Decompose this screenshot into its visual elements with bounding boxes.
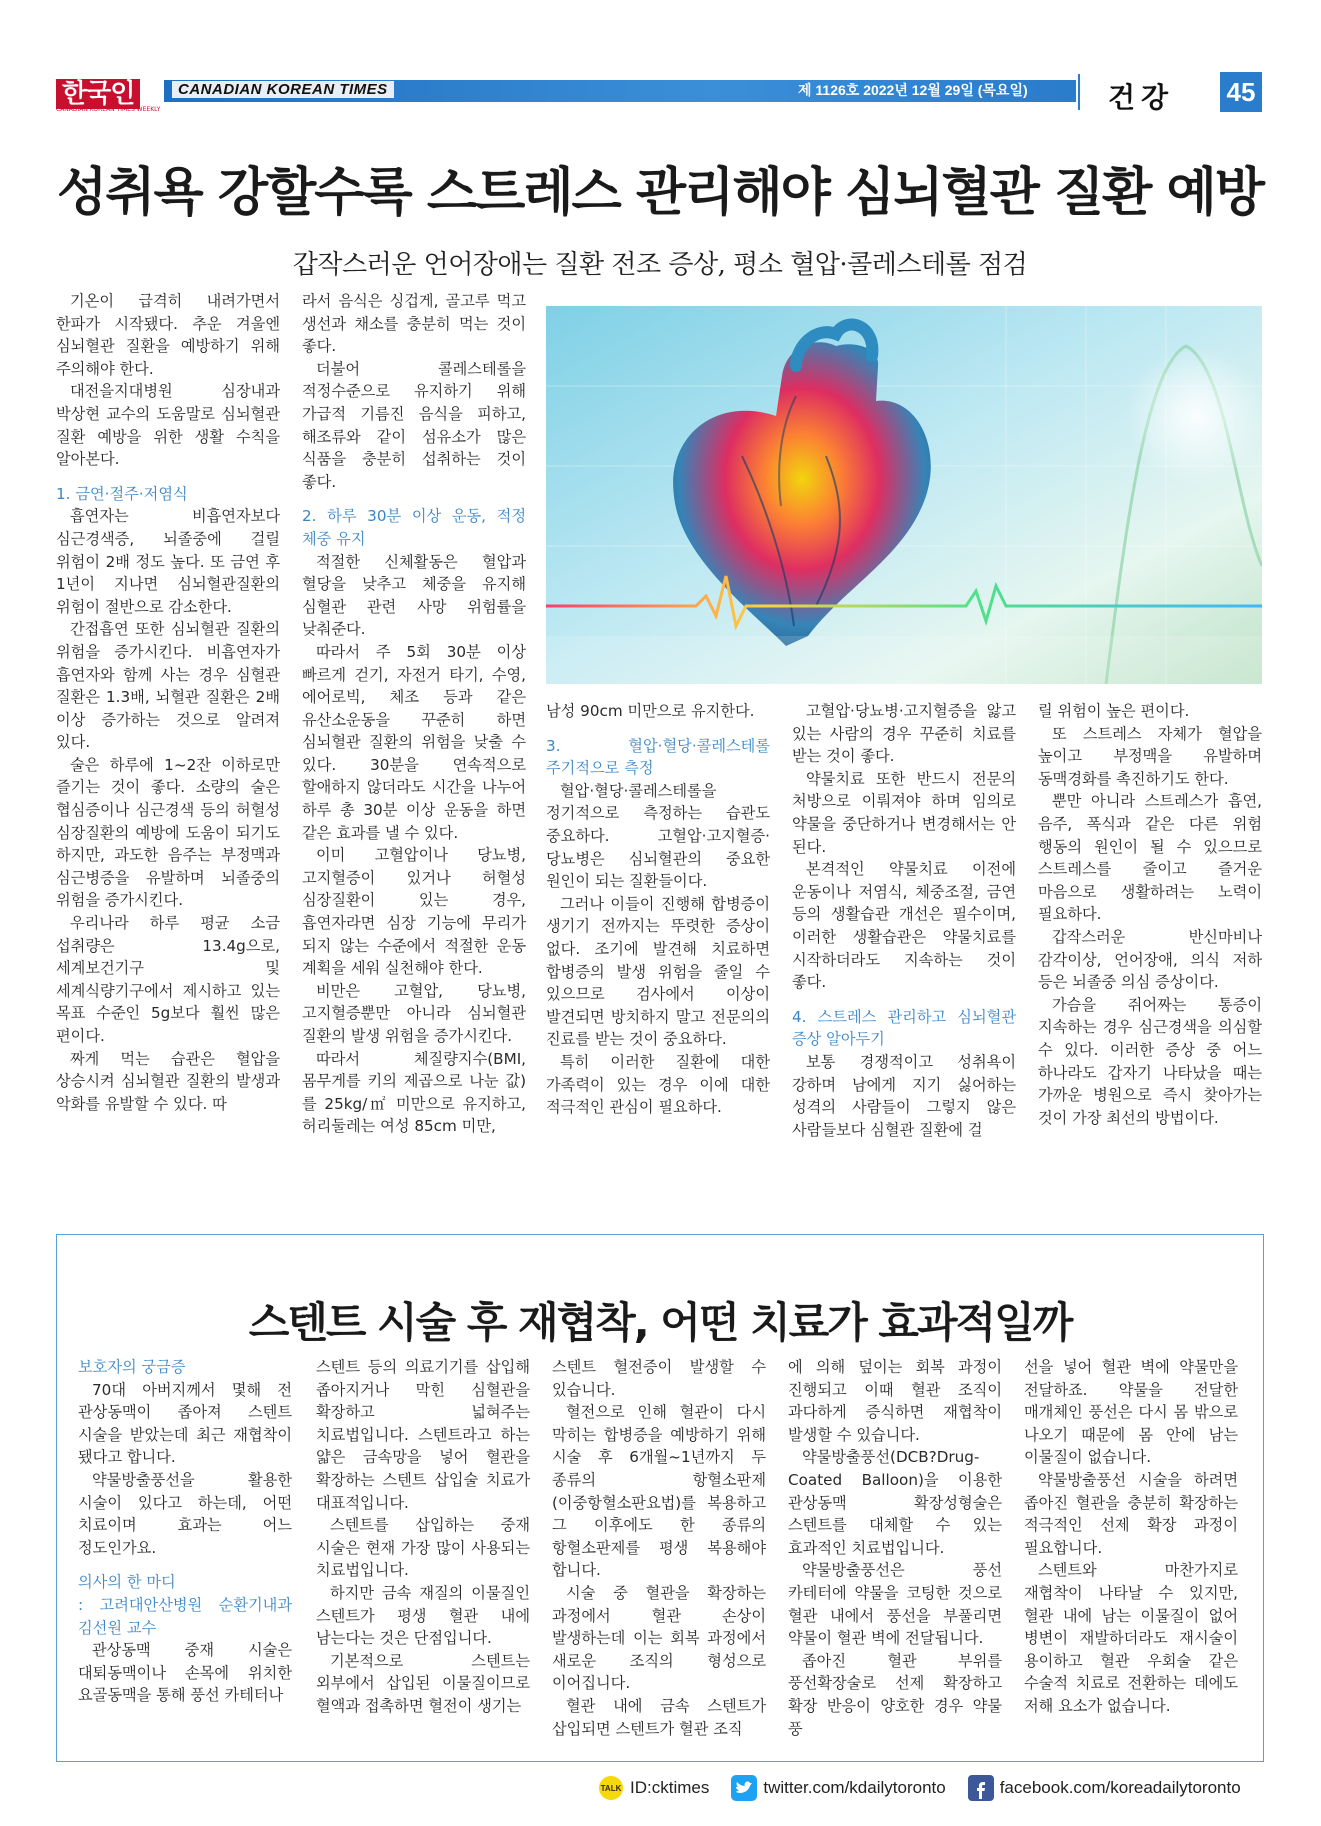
heart-illustration [546, 306, 1262, 684]
spacer [792, 994, 1016, 1006]
logo-subtext: CANADIAN KOREAN TIMES WEEKLY [56, 106, 161, 113]
article2-column-4 [788, 1356, 1002, 1740]
article2-column-1 [78, 1356, 292, 1707]
paragraph: 기본적으로 스텐트는 외부에서 삽입된 이물질이므로 혈액과 접촉하면 혈전이 생기는 [316, 1651, 530, 1715]
section-heading: : 고려대안산병원 순환기내과 김선원 교수 [78, 1595, 292, 1637]
section-heading: 3. 혈압·혈당·콜레스테롤 주기적으로 측정 [546, 736, 770, 778]
paragraph: 따라서 주 5회 30분 이상 빠르게 걷기, 자전거 타기, 수영, 에어로빅, 체조 등과 같은 유산소운동을 꾸준히 하면 심뇌혈관 질환의 위험을 낮출 수 있다. 30분을 연속적으로 할애하지 않더라도 시간을 나누어 하루 총 30분 이상 운동을 하면 같은 효과를 낼 수 있다. [302, 642, 526, 842]
paragraph: 뿐만 아니라 스트레스가 흡연, 음주, 폭식과 같은 다른 위험 행동의 원인이 될 수 있으므로 스트레스를 줄이고 즐거운 마음으로 생활하려는 노력이 필요하다. [1038, 792, 1262, 924]
article2-column-3 [552, 1356, 766, 1740]
paragraph: 기온이 급격히 내려가면서 한파가 시작됐다. 추운 겨울엔 심뇌혈관 질환을 예방하기 위해 주의해야 한다. [56, 292, 280, 378]
paragraph: 약물방출풍선 시술을 하려면 좁아진 혈관을 충분히 확장하는 적극적인 선제 확장 과정이 필요합니다. [1024, 1470, 1238, 1557]
header-divider [1078, 74, 1080, 110]
article1-column-3 [546, 700, 770, 1119]
twitter-bird-icon [731, 1775, 757, 1801]
article1-column-2 [302, 290, 526, 1138]
paragraph: 보통 경쟁적이고 성취욕이 강하며 남에게 지기 싫어하는 성격의 사람들이 그렇지 않은 사람들보다 심혈관 질환에 걸 [792, 1052, 1016, 1139]
spacer [56, 471, 280, 483]
article2-title: 스텐트 시술 후 재협착, 어떤 치료가 효과적일까 [248, 1298, 1072, 1347]
paragraph: 본격적인 약물치료 이전에 운동이나 저염식, 체중조절, 금연 등의 생활습관 개선은 필수이며, 이러한 생활습관은 약물치료를 시작하더라도 지속하는 것이 좋다. [792, 860, 1016, 992]
spacer [546, 723, 770, 735]
page-number: 45 [1220, 72, 1262, 112]
paragraph: 이미 고혈압이나 당뇨병, 고지혈증이 있거나 허혈성 심장질환이 있는 경우, 흡연자라면 심장 기능에 무리가 되지 않는 수준에서 적절한 운동 계획을 세워 실천해야 한다. [302, 846, 526, 978]
paragraph: 비만은 고혈압, 당뇨병, 고지혈증뿐만 아니라 심뇌혈관 질환의 발생 위험을 증가시킨다. [302, 981, 526, 1045]
facebook-page: facebook.com/koreadailytoronto [999, 1778, 1241, 1797]
paragraph: 약물방출풍선을 활용한 시술이 있다고 하는데, 어떤 치료이며 효과는 어느 정도인가요. [78, 1470, 292, 1557]
paragraph: 약물치료 또한 반드시 전문의 처방으로 이뤄져야 하며 임의로 약물을 중단하거나 변경해서는 안 된다. [792, 769, 1016, 856]
paragraph: 스텐트를 삽입하는 중재 시술은 현재 가장 많이 사용되는 치료법입니다. [316, 1516, 530, 1580]
paragraph: 좁아진 혈관 부위를 풍선확장술로 선제 확장하고 확장 반응이 양호한 경우 약물 풍 [788, 1651, 1002, 1738]
kakao-id: ID:cktimes [630, 1778, 710, 1797]
paragraph: 혈압·혈당·콜레스테롤을 정기적으로 측정하는 습관도 중요하다. 고혈압·고지혈증·당뇨병은 심뇌혈관의 중요한 원인이 되는 질환들이다. [546, 781, 770, 891]
newspaper-logo [56, 74, 161, 114]
paragraph: 선을 넣어 혈관 벽에 약물만을 전달하죠. 약물을 전달한 매개체인 풍선은 다시 몸 밖으로 나오기 때문에 몸 안에 남는 이물질이 없습니다. [1024, 1358, 1238, 1467]
section-heading: 의사의 한 마디 [78, 1573, 176, 1592]
facebook-icon [968, 1775, 994, 1801]
paragraph: 관상동맥 중재 시술은 대퇴동맥이나 손목에 위치한 요골동맥을 통해 풍선 카테터나 [78, 1641, 292, 1705]
kakao-talk-icon [598, 1775, 624, 1801]
paragraph: 따라서 체질량지수(BMI, 몸무게를 키의 제곱으로 나눈 값)를 25kg/㎡ 미만으로 유지하고, 허리둘레는 여성 85cm 미만, [302, 1049, 526, 1136]
paragraph: 갑작스러운 반신마비나 감각이상, 언어장애, 의식 저하 등은 뇌졸중 의심 증상이다. [1038, 927, 1262, 992]
facebook-link[interactable] [968, 1775, 1241, 1801]
paragraph: 간접흡연 또한 심뇌혈관 질환의 위험을 증가시킨다. 비흡연자가 흡연자와 함께 사는 경우 심혈관 질환은 1.3배, 뇌혈관 질환은 2배 이상 증가하는 것으로 알려져 있다. [56, 620, 280, 752]
paragraph: 혈전으로 인해 혈관이 다시 막히는 합병증을 예방하기 위해 시술 후 6개월~1년까지 두 종류의 항혈소판제(이중항혈소판요법)를 복용하고 그 이후에도 한 종류의 항혈소판제를 평생 복용해야 합니다. [552, 1403, 766, 1580]
paragraph: 스텐트 등의 의료기기를 삽입해 좁아지거나 막힌 심혈관을 확장하고 넓혀주는 치료법입니다. 스텐트라고 하는 얇은 금속망을 넣어 혈관을 확장하는 스텐트 삽입술 치료가 대표적입니다. [316, 1358, 530, 1512]
paragraph: 라서 음식은 싱겁게, 골고루 먹고 생선과 채소를 충분히 먹는 것이 좋다. [302, 292, 526, 356]
paragraph: 고혈압·당뇨병·고지혈증을 앓고 있는 사람의 경우 꾸준히 치료를 받는 것이 좋다. [792, 702, 1016, 766]
article2-column-2 [316, 1356, 530, 1718]
logo-text: 한국인 [56, 79, 140, 109]
section-heading: 2. 하루 30분 이상 운동, 적정 체중 유지 [302, 507, 526, 548]
paragraph: 에 의해 덮이는 회복 과정이 진행되고 이때 혈관 조직이 과다하게 증식하면 재협착이 발생할 수 있습니다. [788, 1358, 1002, 1444]
paragraph: 술은 하루에 1~2잔 이하로만 즐기는 것이 좋다. 소량의 술은 협심증이나 심근경색 등의 허혈성 심장질환의 예방에 도움이 되기도 하지만, 과도한 음주는 부정맥과 심근병증을 유발하며 뇌졸중의 위험을 증가시킨다. [56, 755, 280, 910]
paragraph: 시술 중 혈관을 확장하는 과정에서 혈관 손상이 발생하는데 이는 회복 과정에서 새로운 조직의 형성으로 이어집니다. [552, 1583, 766, 1693]
paper-name: CANADIAN KOREAN TIMES [172, 81, 394, 98]
svg-text:TALK: TALK [600, 1784, 622, 1793]
kakao-link[interactable] [598, 1775, 709, 1801]
paragraph: 그러나 이들이 진행해 합병증이 생기기 전까지는 뚜렷한 증상이 없다. 조기에 발견해 치료하면 합병증의 발생 위험을 줄일 수 있으므로 검사에서 이상이 발견되면 방치하지 말고 전문의의 진료를 받는 것이 중요하다. [546, 894, 770, 1049]
paragraph: 하지만 금속 재질의 이물질인 스텐트가 평생 혈관 내에 남는다는 것은 단점입니다. [316, 1583, 530, 1648]
twitter-handle: twitter.com/kdailytoronto [763, 1778, 946, 1797]
paragraph: 더불어 콜레스테롤을 적정수준으로 유지하기 위해 가급적 기름진 음식을 피하고, 해조류와 같이 섬유소가 많은 식품을 충분히 섭취하는 것이 좋다. [302, 359, 526, 491]
article2-column-5 [1024, 1356, 1238, 1718]
paragraph: 적절한 신체활동은 혈압과 혈당을 낮추고 체중을 유지해 심혈관 관련 사망 위험률을 낮춰준다. [302, 552, 526, 639]
paragraph: 약물방출풍선은 풍선 카테터에 약물을 코팅한 것으로 혈관 내에서 풍선을 부풀리면 약물이 혈관 벽에 전달됩니다. [788, 1561, 1002, 1648]
paragraph: 남성 90cm 미만으로 유지한다. [546, 702, 755, 720]
section-name: 건강 [1108, 81, 1175, 114]
article1-subtitle: 갑작스러운 언어장애는 질환 전조 증상, 평소 혈압·콜레스테롤 점검 [292, 250, 1028, 280]
section-heading: 4. 스트레스 관리하고 심뇌혈관 증상 알아두기 [792, 1007, 1016, 1049]
article1-column-4 [792, 700, 1016, 1141]
paragraph: 혈관 내에 금속 스텐트가 삽입되면 스텐트가 혈관 조직 [552, 1696, 766, 1738]
paragraph: 우리나라 하루 평균 소금 섭취량은 13.4g으로, 세계보건기구 및 세계식량기구에서 제시하고 있는 목표 수준인 5g보다 훨씬 많은 편이다. [56, 914, 280, 1045]
paragraph: 또 스트레스 자체가 혈압을 높이고 부정맥을 유발하며 동맥경화를 촉진하기도 한다. [1038, 724, 1262, 788]
paragraph: 특히 이러한 질환에 대한 가족력이 있는 경우 이에 대한 적극적인 관심이 필요하다. [546, 1052, 770, 1117]
paragraph: 가슴을 쥐어짜는 통증이 지속하는 경우 심근경색을 의심할 수 있다. 이러한 증상 중 어느 하나라도 갑자기 나타났을 때는 가까운 병원으로 즉시 찾아가는 것이 가장 최선의 방법이다. [1038, 995, 1262, 1127]
issue-date: 제 1126호 2022년 12월 29일 (목요일) [798, 82, 1028, 98]
paragraph: 70대 아버지께서 몇해 전 관상동맥이 좁아져 스텐트 시술을 받았는데 최근 재협착이 됐다고 합니다. [78, 1380, 292, 1467]
spacer [302, 493, 526, 505]
article1-column-1 [56, 290, 280, 1115]
paragraph: 스텐트와 마찬가지로 재협착이 나타날 수 있지만, 혈관 내에 남는 이물질이 없어 병변이 재발하더라도 재시술이 용이하고 혈관 우회술 같은 수술적 치료로 전환하는 데에도 저해 요소가 없습니다. [1024, 1561, 1238, 1715]
section-heading: 보호자의 궁금증 [78, 1358, 186, 1376]
paragraph: 짜게 먹는 습관은 혈압을 상승시켜 심뇌혈관 질환의 발생과 악화를 유발할 수 있다. 따 [56, 1049, 280, 1113]
article1-column-5 [1038, 700, 1262, 1129]
social-footer [598, 1770, 1241, 1806]
paragraph: 릴 위험이 높은 편이다. [1038, 702, 1190, 720]
paragraph: 스텐트 혈전증이 발생할 수 있습니다. [552, 1358, 766, 1399]
twitter-link[interactable] [731, 1775, 945, 1801]
article1-title: 성취욕 강할수록 스트레스 관리해야 심뇌혈관 질환 예방 [57, 163, 1263, 223]
section-heading: 1. 금연·절주·저염식 [56, 484, 188, 503]
paragraph: 약물방출풍선(DCB?Drug-Coated Balloon)을 이용한 관상동맥 확장성형술은 스텐트를 대체할 수 있는 효과적인 치료법입니다. [788, 1448, 1002, 1557]
paragraph: 대전을지대병원 심장내과 박상현 교수의 도움말로 심뇌혈관 질환 예방을 위한 생활 수칙을 알아본다. [56, 382, 280, 469]
spacer [78, 1559, 292, 1571]
paragraph: 흡연자는 비흡연자보다 심근경색증, 뇌졸중에 걸릴 위험이 2배 정도 높다. 또 금연 후 1년이 지나면 심뇌혈관질환의 위험이 절반으로 감소한다. [56, 507, 280, 616]
